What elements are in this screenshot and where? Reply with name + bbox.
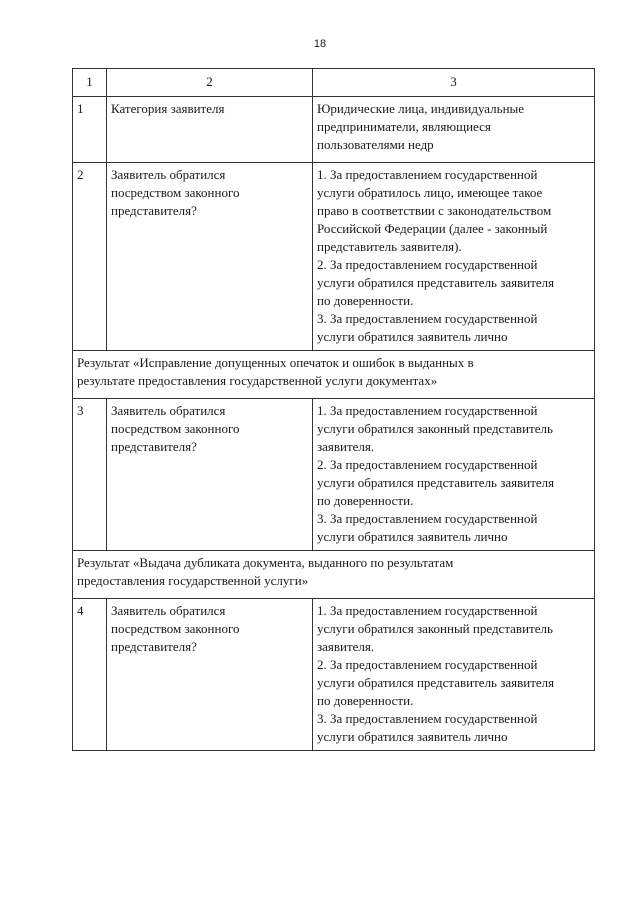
answer-line: предприниматели, являющиеся: [317, 119, 491, 134]
answer-cell: [313, 399, 595, 551]
answer-cell: [313, 599, 595, 751]
answer-line: услуги обратился заявитель лично: [317, 329, 508, 344]
row-number: 3: [73, 399, 107, 551]
result-heading: [73, 351, 595, 399]
answer-line: 3. За предоставлением государственной: [317, 711, 538, 726]
answer-line: 2. За предоставлением государственной: [317, 657, 538, 672]
criterion-line: представителя?: [111, 639, 197, 654]
criterion-cell: [107, 163, 313, 351]
result-heading-line: предоставления государственной услуги»: [77, 573, 309, 588]
row-number: 1: [73, 97, 107, 163]
answer-line: Российской Федерации (далее - законный: [317, 221, 548, 236]
table-row: [73, 163, 595, 351]
page-number: 18: [313, 38, 327, 50]
answer-line: 1. За предоставлением государственной: [317, 603, 538, 618]
table-row: [73, 599, 595, 751]
answer-line: услуги обратился представитель заявителя: [317, 675, 555, 690]
row-number: 2: [73, 163, 107, 351]
criterion-line: Заявитель обратился: [111, 403, 226, 418]
criterion-line: представителя?: [111, 203, 197, 218]
answer-line: услуги обратился заявитель лично: [317, 729, 508, 744]
criterion-line: посредством законного: [111, 185, 240, 200]
result-heading: [73, 551, 595, 599]
answer-line: 3. За предоставлением государственной: [317, 311, 538, 326]
answer-line: 1. За предоставлением государственной: [317, 167, 538, 182]
answer-line: услуги обратился законный представитель: [317, 421, 553, 436]
criterion-cell: [107, 399, 313, 551]
criterion-line: посредством законного: [111, 421, 240, 436]
answer-cell: [313, 163, 595, 351]
answer-line: по доверенности.: [317, 493, 414, 508]
table-row: [73, 97, 595, 163]
result-heading-line: Результат «Исправление допущенных опечаток и ошибок в выданных в: [77, 355, 474, 370]
answer-line: услуги обратилось лицо, имеющее такое: [317, 185, 543, 200]
answer-cell: [313, 97, 595, 163]
answer-line: 2. За предоставлением государственной: [317, 257, 538, 272]
header-col-3: 3: [313, 69, 595, 97]
answer-line: услуги обратился представитель заявителя: [317, 475, 555, 490]
criteria-table: [72, 68, 595, 751]
result-heading-line: Результат «Выдача дубликата документа, выданного по результатам: [77, 555, 454, 570]
answer-line: заявителя.: [317, 439, 375, 454]
answer-line: 3. За предоставлением государственной: [317, 511, 538, 526]
answer-line: пользователями недр: [317, 137, 434, 152]
criterion-line: Заявитель обратился: [111, 603, 226, 618]
answer-line: по доверенности.: [317, 693, 414, 708]
criterion-line: Заявитель обратился: [111, 167, 226, 182]
answer-line: Юридические лица, индивидуальные: [317, 101, 525, 116]
answer-line: 2. За предоставлением государственной: [317, 457, 538, 472]
criterion-line: представителя?: [111, 439, 197, 454]
answer-line: 1. За предоставлением государственной: [317, 403, 538, 418]
row-number: 4: [73, 599, 107, 751]
result-heading-row: [73, 551, 595, 599]
header-col-2: 2: [107, 69, 313, 97]
criterion-line: посредством законного: [111, 621, 240, 636]
header-col-1: 1: [73, 69, 107, 97]
criterion-cell: [107, 599, 313, 751]
criterion-cell: Категория заявителя: [107, 97, 313, 163]
answer-line: услуги обратился законный представитель: [317, 621, 553, 636]
result-heading-row: [73, 351, 595, 399]
answer-line: по доверенности.: [317, 293, 414, 308]
answer-line: услуги обратился представитель заявителя: [317, 275, 555, 290]
table-header-row: [73, 69, 595, 97]
answer-line: услуги обратился заявитель лично: [317, 529, 508, 544]
answer-line: представитель заявителя).: [317, 239, 462, 254]
table-row: [73, 399, 595, 551]
result-heading-line: результате предоставления государственной услуги документах»: [77, 373, 438, 388]
answer-line: право в соответствии с законодательством: [317, 203, 552, 218]
answer-line: заявителя.: [317, 639, 375, 654]
